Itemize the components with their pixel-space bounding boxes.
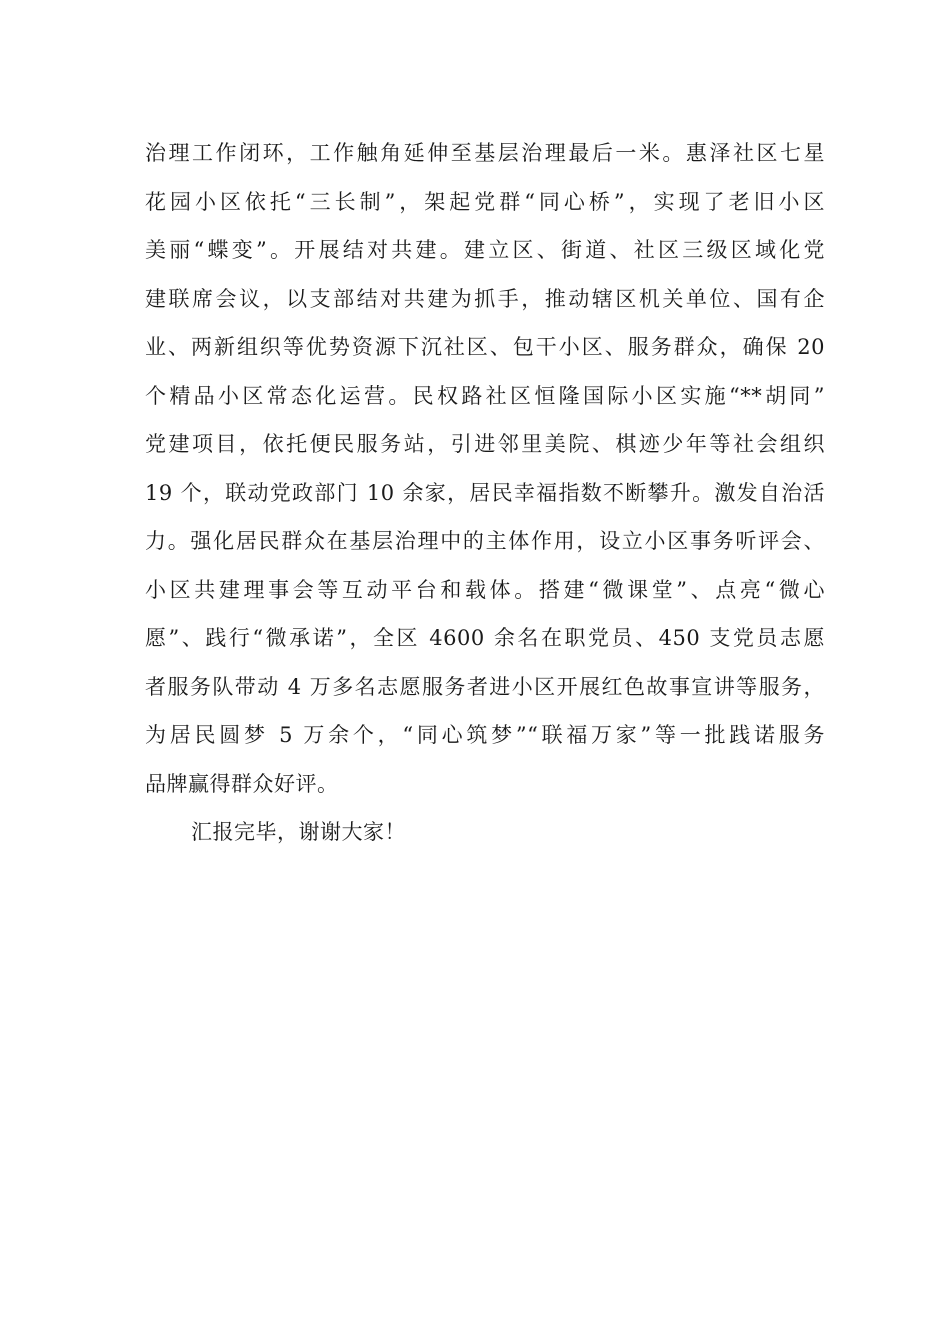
paragraph-line: 为居民圆梦 5 万余个，“同心筑梦”“联福万家”等一批践诺服务	[145, 723, 825, 747]
paragraph-line: 小区共建理事会等互动平台和载体。搭建“微课堂”、点亮“微心	[145, 577, 825, 602]
paragraph-line: 者服务队带动 4 万多名志愿服务者进小区开展红色故事宣讲等服务，	[145, 674, 825, 699]
paragraph-line: 愿”、践行“微承诺”，全区 4600 余名在职党员、450 支党员志愿	[145, 626, 825, 650]
body-paragraph	[145, 129, 825, 808]
paragraph-line: 品牌赢得群众好评。	[145, 771, 339, 796]
paragraph-line: 花园小区依托“三长制”，架起党群“同心桥”，实现了老旧小区	[145, 189, 825, 214]
paragraph-line: 美丽“蝶变”。开展结对共建。建立区、街道、社区三级区域化党	[145, 238, 825, 262]
document-body	[145, 129, 825, 857]
paragraph-line: 建联席会议，以支部结对共建为抓手，推动辖区机关单位、国有企	[145, 286, 825, 311]
paragraph-line: 19 个，联动党政部门 10 余家，居民幸福指数不断攀升。激发自治活	[145, 480, 825, 505]
paragraph-line: 力。强化居民群众在基层治理中的主体作用，设立小区事务听评会、	[145, 529, 825, 553]
paragraph-line: 党建项目，依托便民服务站，引进邻里美院、棋迹少年等社会组织	[145, 432, 825, 456]
closing-remark: 汇报完毕，谢谢大家！	[191, 820, 406, 844]
paragraph-line: 业、两新组织等优势资源下沉社区、包干小区、服务群众，确保 20	[145, 335, 825, 359]
paragraph-line: 个精品小区常态化运营。民权路社区恒隆国际小区实施“**胡同”	[145, 383, 825, 408]
paragraph-line: 治理工作闭环，工作触角延伸至基层治理最后一米。惠泽社区七星	[145, 141, 825, 165]
